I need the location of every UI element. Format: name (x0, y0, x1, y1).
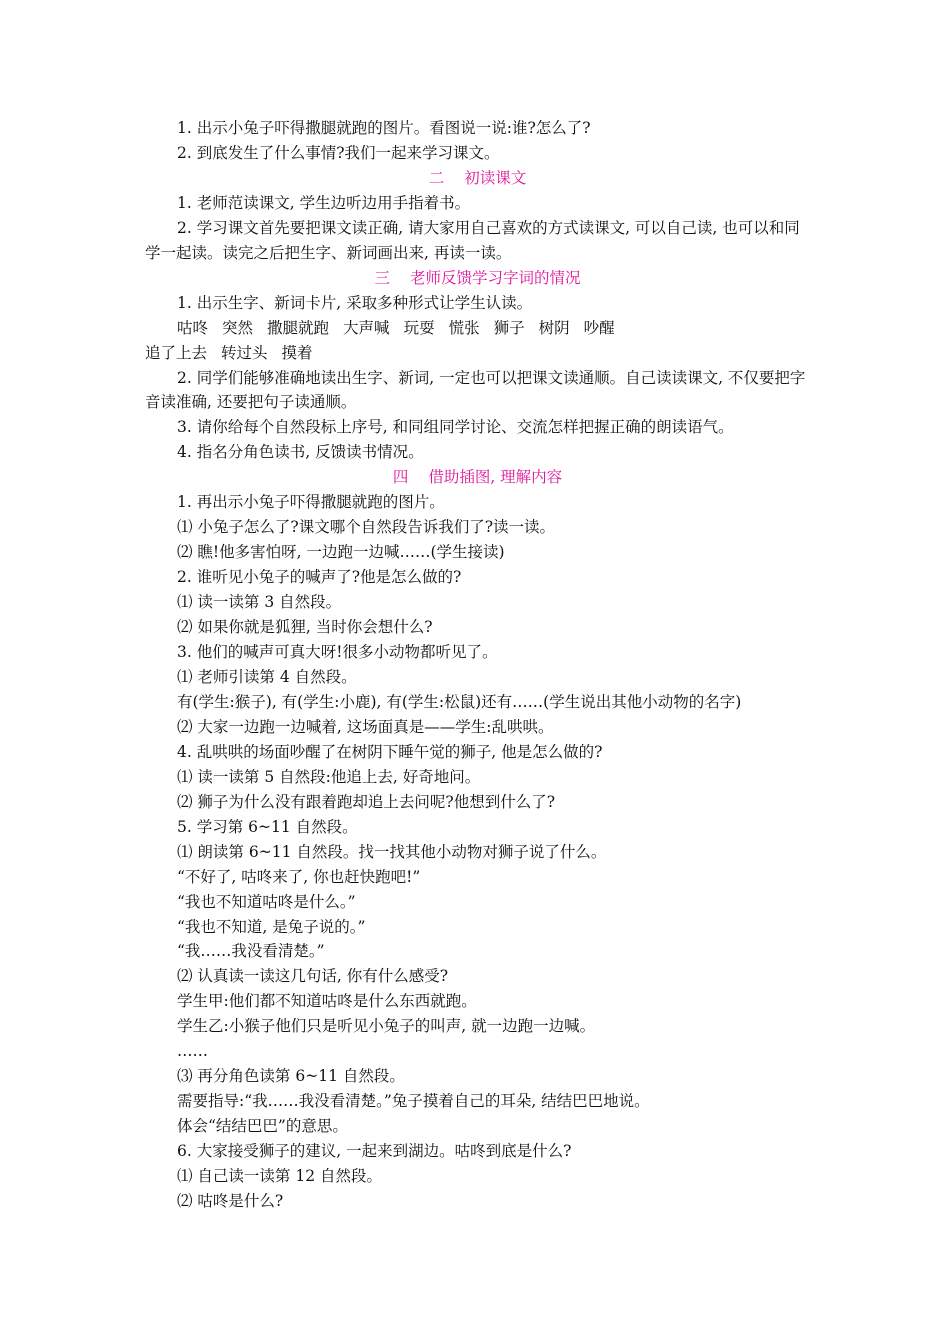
quote-line: “我……我没看清楚。” (177, 942, 325, 961)
paragraph: 1. 出示小兔子吓得撒腿就跑的图片。看图说一说:谁?怎么了? (177, 119, 591, 137)
word-list-continued (145, 341, 810, 366)
paragraph: 3. 请你给每个自然段标上序号, 和同组同学讨论、交流怎样把握正确的朗读语气。 (177, 418, 734, 437)
paragraph: 1. 出示生字、新词卡片, 采取多种形式让学生认读。 (177, 293, 533, 312)
paragraph: 4. 乱哄哄的场面吵醒了在树阴下睡午觉的狮子, 他是怎么做的? (177, 742, 603, 761)
section-heading-2 (145, 166, 810, 191)
word-item: 追了上去 (145, 343, 208, 362)
paragraph: ⑵ 狮子为什么没有跟着跑却追上去问呢?他想到什么了? (177, 792, 556, 811)
paragraph: ⑴ 朗读第 6~11 自然段。找一找其他小动物对狮子说了什么。 (177, 842, 607, 861)
word-item: 树阴 (538, 318, 570, 337)
lesson-text (145, 116, 810, 1214)
word-item: 转过头 (221, 343, 268, 362)
paragraph: 3. 他们的喊声可真大呀!很多小动物都听见了。 (177, 643, 498, 662)
paragraph: 1. 老师范读课文, 学生边听边用手指着书。 (177, 193, 471, 212)
paragraph: ⑶ 再分角色读第 6~11 自然段。 (177, 1067, 405, 1086)
paragraph: 2. 同学们能够准确地读出生字、新词, 一定也可以把课文读通顺。自己读读课文, 不仅要把字音读准确, 还要把句子读通顺。 (145, 368, 806, 412)
section-number: 四 (392, 468, 409, 487)
paragraph: ⑵ 瞧!他多害怕呀, 一边跑一边喊……(学生接读) (177, 543, 505, 562)
paragraph: ⑴ 读一读第 5 自然段:他追上去, 好奇地问。 (177, 767, 481, 786)
word-item: 慌张 (448, 318, 480, 337)
paragraph: 2. 到底发生了什么事情?我们一起来学习课文。 (177, 143, 500, 162)
section-title: 老师反馈学习字词的情况 (410, 268, 581, 287)
word-item: 吵醒 (583, 318, 615, 337)
paragraph: ⑴ 自己读一读第 12 自然段。 (177, 1167, 383, 1186)
paragraph: ⑴ 小兔子怎么了?课文哪个自然段告诉我们了?读一读。 (177, 518, 556, 537)
ellipsis-line: …… (177, 1042, 208, 1061)
paragraph: ⑵ 咕咚是什么? (177, 1191, 284, 1210)
word-item: 狮子 (493, 318, 525, 337)
paragraph: ⑴ 老师引读第 4 自然段。 (177, 667, 357, 686)
quote-line: “我也不知道, 是兔子说的。” (177, 917, 366, 936)
section-number: 三 (374, 268, 390, 287)
paragraph: 需要指导:“我……我没看清楚。”兔子摸着自己的耳朵, 结结巴巴地说。 (177, 1092, 650, 1111)
word-item: 摸着 (281, 343, 313, 362)
paragraph: ⑴ 读一读第 3 自然段。 (177, 593, 342, 612)
quote-line: “我也不知道咕咚是什么。” (177, 892, 356, 911)
paragraph: 体会“结结巴巴”的意思。 (177, 1117, 348, 1136)
paragraph: 5. 学习第 6~11 自然段。 (177, 817, 358, 836)
paragraph: ⑵ 如果你就是狐狸, 当时你会想什么? (177, 618, 433, 637)
section-number: 二 (428, 168, 445, 187)
word-list (145, 316, 810, 341)
paragraph: ⑵ 认真读一读这几句话, 你有什么感受? (177, 967, 449, 986)
paragraph: 2. 谁听见小兔子的喊声了?他是怎么做的? (177, 568, 462, 587)
quote-line: “不好了, 咕咚来了, 你也赶快跑吧!” (177, 867, 421, 886)
word-item: 咕咚 (177, 318, 209, 337)
paragraph: 1. 再出示小兔子吓得撒腿就跑的图片。 (177, 493, 445, 512)
word-item: 玩耍 (403, 318, 435, 337)
paragraph: 学生乙:小猴子他们只是听见小兔子的叫声, 就一边跑一边喊。 (177, 1017, 596, 1036)
word-item: 大声喊 (343, 318, 390, 337)
section-heading-3 (145, 266, 810, 291)
word-item: 撒腿就跑 (267, 318, 330, 337)
paragraph: 2. 学习课文首先要把课文读正确, 请大家用自己喜欢的方式读课文, 可以自己读, 也可以和同学一起读。读完之后把生字、新词画出来, 再读一读。 (145, 218, 800, 262)
paragraph: 6. 大家接受狮子的建议, 一起来到湖边。咕咚到底是什么? (177, 1142, 572, 1161)
word-item: 突然 (222, 318, 254, 337)
paragraph: 4. 指名分角色读书, 反馈读书情况。 (177, 443, 424, 462)
section-title: 借助插图, 理解内容 (428, 468, 563, 487)
paragraph: ⑵ 大家一边跑一边喊着, 这场面真是——学生:乱哄哄。 (177, 717, 554, 736)
paragraph: 学生甲:他们都不知道咕咚是什么东西就跑。 (177, 992, 477, 1011)
section-title: 初读课文 (464, 168, 527, 187)
paragraph: 有(学生:猴子), 有(学生:小鹿), 有(学生:松鼠)还有……(学生说出其他小动物的名字) (177, 692, 742, 711)
section-heading-4 (145, 465, 810, 490)
